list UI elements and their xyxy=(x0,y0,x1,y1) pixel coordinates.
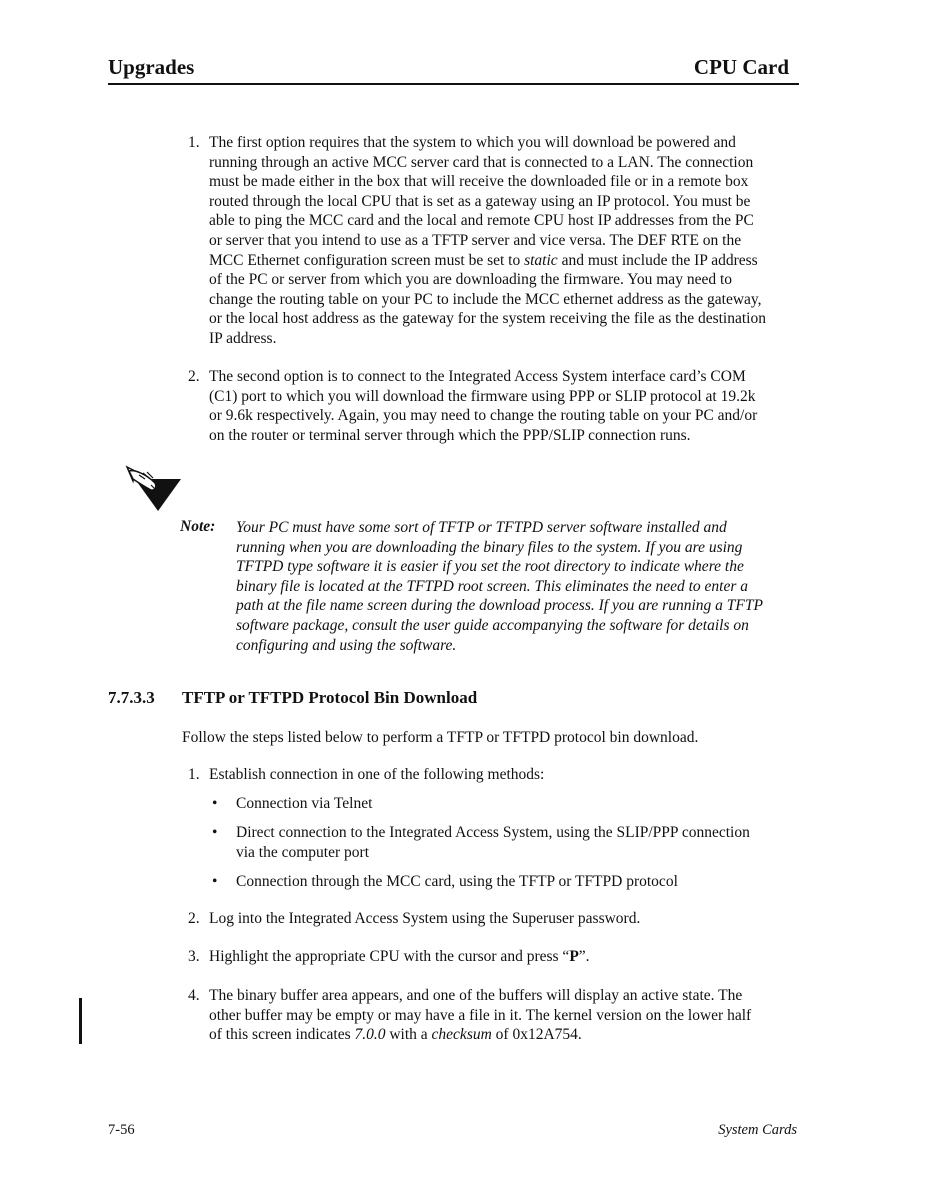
text-line: routed through the local CPU that is set as a gateway using an IP protocol. You must be xyxy=(209,192,751,210)
text-run: MCC Ethernet configuration screen must be set to xyxy=(209,251,525,269)
list-item-number: 1. xyxy=(188,134,200,151)
text-line: configuring and using the software. xyxy=(236,636,457,654)
text-line: software package, consult the user guide accompanying the software for details on xyxy=(236,616,749,634)
text-run: with a xyxy=(385,1026,432,1044)
text-line xyxy=(209,251,809,271)
text-run: Highlight the appropriate CPU with the cursor and press “ xyxy=(209,948,570,965)
text-line: or server that you intend to use as a TFTP server and vice versa. The DEF RTE on the xyxy=(209,231,742,249)
text-line: path at the file name screen during the download process. If you are running a TFTP xyxy=(236,597,763,615)
text-line: change the routing table on your PC to include the MCC ethernet address as the gateway, xyxy=(209,290,762,308)
text-line: The second option is to connect to the Integrated Access System interface card’s COM xyxy=(209,368,746,385)
hand-pointer-note-icon xyxy=(125,465,181,513)
section-intro: Follow the steps listed below to perform a TFTP or TFTPD protocol bin download. xyxy=(182,729,699,746)
bullet-marker: • xyxy=(212,873,218,890)
text-run: of 0x12A754. xyxy=(491,1026,582,1044)
text-run: and must include the IP address xyxy=(557,251,758,269)
text-line: Connection via Telnet xyxy=(236,795,373,812)
footer-chapter-name: System Cards xyxy=(718,1122,797,1138)
step-number: 1. xyxy=(188,766,200,783)
step-number: 2. xyxy=(188,910,200,927)
text-line: The first option requires that the system to which you will download be powered and xyxy=(209,134,736,151)
text-line: running when you are downloading the binary files to the system. If you are using xyxy=(236,538,743,556)
step-number: 3. xyxy=(188,948,200,965)
text-line: of the PC or server from which you are downloading the firmware. You may need to xyxy=(209,271,733,289)
step-text xyxy=(209,947,590,967)
section-title: TFTP or TFTPD Protocol Bin Download xyxy=(182,688,478,707)
bullet-text xyxy=(236,823,750,862)
text-line: Direct connection to the Integrated Access System, using the SLIP/PPP connection xyxy=(236,824,750,841)
emphasis-checksum: checksum xyxy=(431,1026,492,1044)
text-line: via the computer port xyxy=(236,843,369,861)
key-label: P xyxy=(569,948,579,965)
note-label: Note: xyxy=(180,518,216,535)
step-number: 4. xyxy=(188,987,200,1004)
note-text xyxy=(236,518,796,655)
list-item-text xyxy=(209,133,809,349)
text-line: must be made either in the box that will receive the downloaded file or in a remote box xyxy=(209,173,749,191)
step-text xyxy=(209,986,809,1045)
text-line: or the local host address as the gateway for the system receiving the file as the destination xyxy=(209,310,766,328)
text-line: or 9.6k respectively. Again, you may need to change the routing table on your PC and/or xyxy=(209,407,758,425)
list-item-number: 2. xyxy=(188,368,200,385)
text-run: ”. xyxy=(578,948,590,965)
revision-change-bar xyxy=(79,998,82,1044)
bullet-marker: • xyxy=(212,795,218,812)
emphasis-version: 7.0.0 xyxy=(354,1026,386,1044)
text-line: binary file is located at the TFTPD root screen. This eliminates the need to enter a xyxy=(236,577,748,595)
text-line: TFTPD type software it is easier if you set the root directory to indicate where the xyxy=(236,558,744,576)
text-line: able to ping the MCC card and the local and remote CPU host IP addresses from the PC xyxy=(209,212,754,230)
text-line: other buffer may be empty or may have a file in it. The kernel version on the lower half xyxy=(209,1006,752,1024)
bullet-marker: • xyxy=(212,824,218,841)
text-run: of this screen indicates xyxy=(209,1026,355,1044)
text-line: The binary buffer area appears, and one of the buffers will display an active state. The xyxy=(209,987,743,1004)
bullet-text xyxy=(236,794,372,814)
section-number: 7.7.3.3 xyxy=(108,688,155,707)
emphasis-static: static xyxy=(524,251,558,269)
header-chapter-title: Upgrades xyxy=(108,55,195,79)
text-line: Connection through the MCC card, using the TFTP or TFTPD protocol xyxy=(236,873,678,890)
text-line: IP address. xyxy=(209,329,277,347)
bullet-text xyxy=(236,872,678,892)
step-text: Log into the Integrated Access System using the Superuser password. xyxy=(209,910,641,927)
header-section-title: CPU Card xyxy=(693,55,789,79)
list-item-text xyxy=(209,367,809,445)
header-rule xyxy=(108,83,799,85)
text-line xyxy=(209,1025,809,1045)
step-text: Establish connection in one of the following methods: xyxy=(209,766,545,783)
text-line: Your PC must have some sort of TFTP or TFTPD server software installed and xyxy=(236,519,727,536)
text-line: on the router or terminal server through which the PPP/SLIP connection runs. xyxy=(209,426,691,444)
footer-page-number: 7-56 xyxy=(108,1122,135,1138)
text-line: (C1) port to which you will download the firmware using PPP or SLIP protocol at 19.2k xyxy=(209,387,756,405)
text-line: running through an active MCC server card that is connected to a LAN. The connection xyxy=(209,153,754,171)
